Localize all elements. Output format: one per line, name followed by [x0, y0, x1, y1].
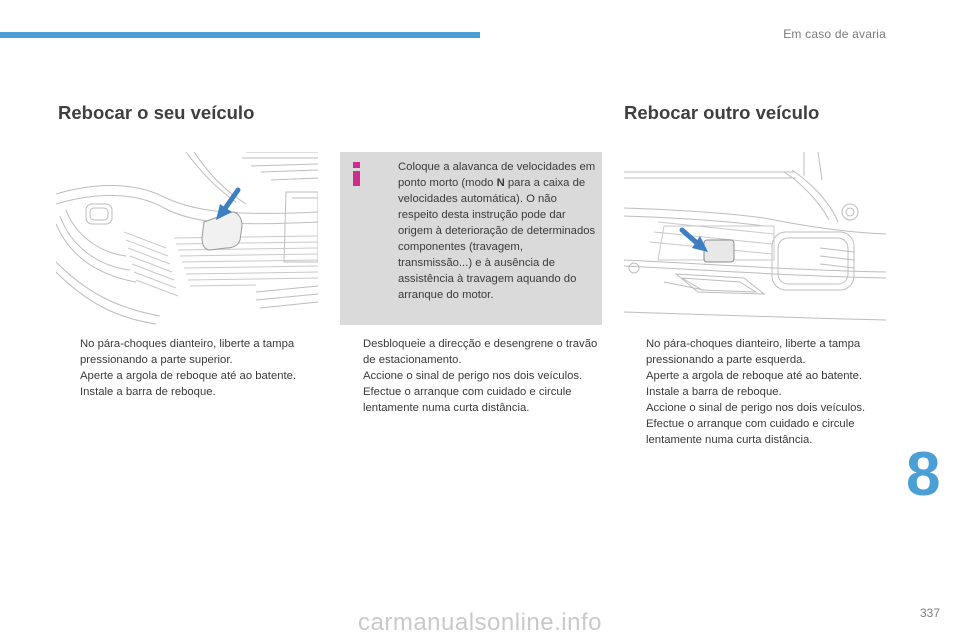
- other-vehicle-bumper-drawing: [624, 152, 886, 326]
- list-item: [624, 416, 888, 448]
- front-bumper-illustration: [56, 152, 318, 326]
- info-icon-stem: [353, 171, 360, 186]
- info-text-after: para a caixa de velocidades automática). O não respeito desta instrução pode dar origem à deterioração de determinados componentes (travagem, transmissão...) e à ausência de assistência à travagem aquando do arranque do motor.: [398, 177, 596, 301]
- list-item: [58, 336, 320, 368]
- heading-tow-other-vehicle: Rebocar outro veículo: [624, 102, 820, 123]
- tow-cover: [704, 240, 734, 262]
- list-item-text: Aperte a argola de reboque até ao batente.: [646, 370, 863, 382]
- other-vehicle-bumper-illustration: [624, 152, 886, 326]
- info-body: [376, 159, 598, 303]
- list-item-text: No pára-choques dianteiro, liberte a tampa pressionando a parte superior.: [80, 338, 295, 366]
- info-text: [376, 159, 598, 303]
- info-text-before: Coloque a alavanca de velocidades em ponto morto (modo: [398, 161, 596, 189]
- middle-instructions-list: [341, 336, 603, 416]
- list-item: [341, 368, 603, 384]
- header-accent-bar: [0, 32, 480, 38]
- chapter-number: 8: [906, 440, 941, 509]
- info-icon: [350, 162, 364, 186]
- list-item: [624, 336, 888, 368]
- info-icon-dot: [353, 162, 360, 168]
- tow-cover: [202, 212, 242, 250]
- list-item-text: Accione o sinal de perigo nos dois veículos.: [363, 370, 583, 382]
- list-item-text: Aperte a argola de reboque até ao batente.: [80, 370, 297, 382]
- left-instructions-list: [58, 336, 320, 400]
- list-item: [624, 400, 888, 416]
- list-item: [341, 336, 603, 368]
- list-item-text: Accione o sinal de perigo nos dois veículos.: [646, 402, 866, 414]
- list-item-text: Instale a barra de reboque.: [646, 386, 782, 398]
- info-box: [340, 152, 602, 325]
- list-item-text: No pára-choques dianteiro, liberte a tampa pressionando a parte esquerda.: [646, 338, 861, 366]
- list-item: [58, 384, 320, 400]
- list-item-text: Efectue o arranque com cuidado e circule lentamente numa curta distância.: [363, 386, 572, 414]
- list-item: [624, 384, 888, 400]
- list-item-text: Instale a barra de reboque.: [80, 386, 216, 398]
- watermark: carmanualsonline.info: [358, 609, 602, 636]
- list-item: [624, 368, 888, 384]
- list-item: [341, 384, 603, 416]
- list-item-text: Desbloqueie a direcção e desengrene o travão de estacionamento.: [363, 338, 598, 366]
- list-item: [58, 368, 320, 384]
- page-number: 337: [919, 606, 940, 620]
- list-item-text: Efectue o arranque com cuidado e circule lentamente numa curta distância.: [646, 418, 855, 446]
- heading-tow-own-vehicle: Rebocar o seu veículo: [58, 102, 255, 123]
- section-label: Em caso de avaria: [783, 27, 886, 41]
- info-text-bold: N: [496, 177, 505, 189]
- right-instructions-list: [624, 336, 888, 448]
- front-bumper-drawing: [56, 152, 318, 326]
